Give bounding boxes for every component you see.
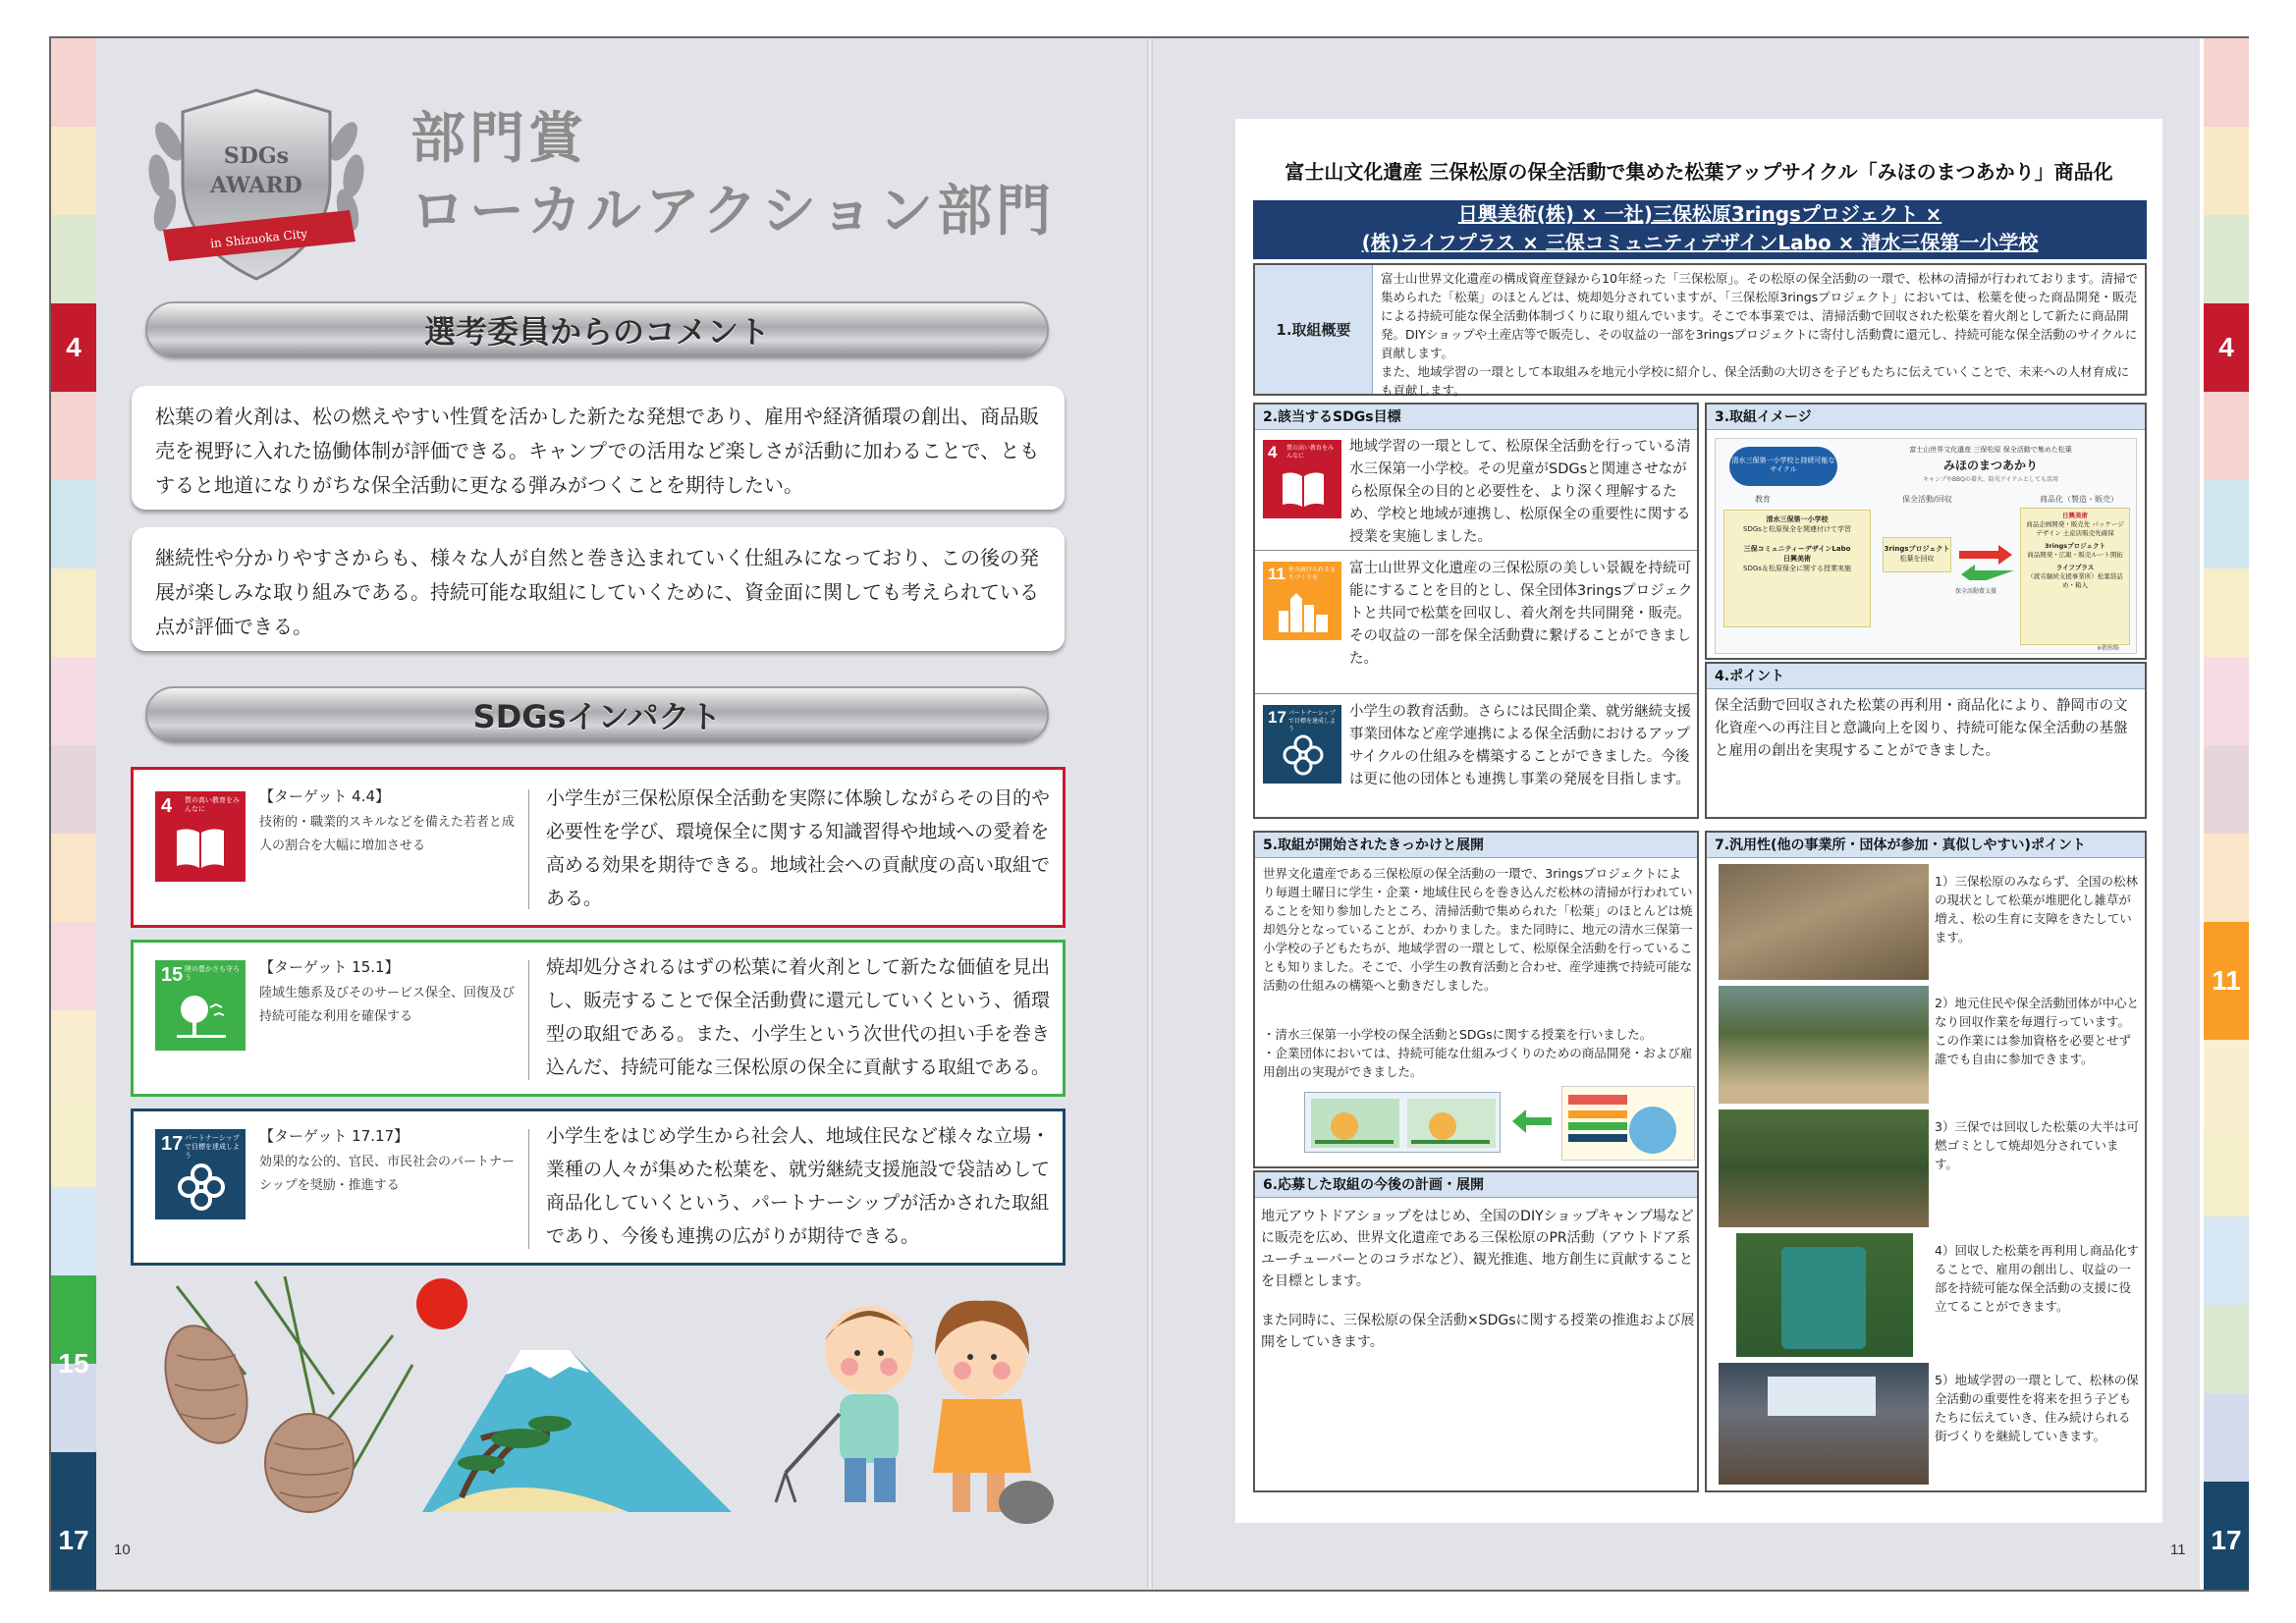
comment-box-2: 継続性や分かりやすさからも、様々な人が自然と巻き込まれていく仕組みになっており、この後の発展が楽しみな取り組みである。持続可能な取組にしていくために、資金面に関しても考えられている点が評価できる。 bbox=[132, 527, 1065, 651]
impact-target-4: 【ターゲット 4.4】 bbox=[259, 787, 391, 805]
orgs-line2: (株)ライフプラス × 三保コミュニティデザインLabo × 清水三保第一小学校 bbox=[1361, 231, 2039, 254]
s5-lesson-slides-image bbox=[1304, 1092, 1501, 1153]
s2-text-17: 小学生の教育活動。さらには民間企業、就労継続支援事業団体など産学連携による保全活動におけるアップサイクルの仕組みを構築することができました。今後は更に他の団体とも連携し事業の発展を目指します。 bbox=[1349, 704, 1691, 787]
s6-text2: また同時に、三保松原の保全活動×SDGsに関する授業の推進および展開をしていきます。 bbox=[1261, 1313, 1695, 1350]
organizations-banner bbox=[1253, 200, 2147, 259]
s4-text: 保全活動で回収された松葉の再利用・商品化により、静岡市の文化資産への再注目と意識向上を図り、持続可能な保全活動の基盤と雇用の創出を実現することができました。 bbox=[1715, 698, 2128, 759]
diagram-box-product: 日興美術 商品企画開発・販売先 パッケージデザイン 土産店販売先確保 3ringsプロジェクト 商品開発・広報・販売ルート開拓 ライフプラス （就労継続支援事業所）松葉袋詰め・箱入 bbox=[2020, 508, 2130, 645]
s5-sdgs-poster-image bbox=[1561, 1086, 1695, 1161]
s5-title: 5.取組が開始されたきっかけと展開 bbox=[1255, 833, 1697, 858]
s7-item-5: 5）地域学習の一環として、松林の保全活動の重要性を将来を担う子どもたちに伝えていき、住み続けられる街づくりを継続していきます。 bbox=[1935, 1373, 2139, 1443]
sdgs-award-badge bbox=[134, 82, 379, 289]
right-tab-11[interactable]: 11 bbox=[2212, 965, 2241, 996]
s2-title: 2.該当するSDGs目標 bbox=[1255, 405, 1697, 430]
s2-text-4: 地域学習の一環として、松原保全活動を行っている清水三保第一小学校。その児童がSDGsと関連させながら松原保全の目的と必要性を、より深く理解するため、学校と地域が連携し、松原保全の重要性に関する授業を実施しました。 bbox=[1349, 439, 1691, 545]
s7-item-4: 4）回収した松葉を再利用し商品化することで、雇用の創出し、収益の一部を持続可能な保全活動の支援に役立てることができます。 bbox=[1935, 1243, 2139, 1314]
s4-title: 4.ポイント bbox=[1707, 664, 2145, 689]
section-versatility bbox=[1705, 831, 2147, 1492]
sdg-goal-17-icon: 17 パートナーシップで目標を達成しよう bbox=[155, 1129, 246, 1219]
s2-goal-11-icon: 11 住み続けられるまちづくりを bbox=[1263, 562, 1341, 640]
diagram-header-left: 清水三保第一小学校と持続可能なサイクル bbox=[1729, 447, 1837, 486]
photo-product-bag bbox=[1736, 1233, 1913, 1357]
impact-text-15: 焼却処分されるはずの松葉に着火剤として新たな価値を見出し、販売することで保全活動費に還元していくという、循環型の取組である。また、小学生という次世代の担い手を巻き込んだ、持続可能な三保松原の保全に貢献する取組である。 bbox=[546, 956, 1051, 1078]
page-fold bbox=[1147, 38, 1153, 1590]
s2-goal-17-icon: 17 パートナーシップで目標を達成しよう bbox=[1263, 705, 1341, 784]
s6-text: 地元アウトドアショップをはじめ、全国のDIYショップキャンプ場などに販売を広め、世界文化遺産である三保松原のPR活動（アウトドア系ユーチューバーとのコラボなど）、観光推進、地方創生に貢献することを目標とします。 bbox=[1261, 1209, 1694, 1289]
s7-title: 7.汎用性(他の事業所・団体が参加・真似しやすい)ポイント bbox=[1707, 833, 2145, 858]
s1-text: 富士山世界文化遺産の構成資産登録から10年経った「三保松原」。その松原の保全活動の一環で、松林の清掃が行われております。清掃で集められた「松葉」のほとんどは、焼却処分されていますが、「三保松原3ringsプロジェクト」においては、松葉を使った商品開発・販売による持続可能な保全活動体制づくりに取り組んでいます。そこで本事業では、清掃活動で回収された松葉を着火剤として新たに商品開発。DIYショップや土産店等で販売し、その収益の一部を3ringsプロジェクトに寄付し活動費に還元し、持続可能な保全活動のサイクルに貢献します。 また、地域学習の一環として本取組みを地元小学校に紹介し、保全活動の大切さを子どもたちに伝えていくことで、未来への人材育成にも貢献します。 bbox=[1381, 271, 2138, 398]
diagram-credit: ※敬称略 bbox=[2097, 645, 2120, 652]
section-overview bbox=[1253, 263, 2147, 396]
s2-goal-4-icon: 4 質の高い教育をみんなに bbox=[1263, 440, 1341, 518]
impact-target-17: 【ターゲット 17.17】 bbox=[259, 1127, 410, 1145]
badge-line2: AWARD bbox=[210, 173, 302, 198]
diagram-sub: キャンプやBBQの着火、防災アイテムとしても活用 bbox=[1922, 476, 2059, 483]
s1-title: 1.取組概要 bbox=[1255, 265, 1373, 394]
s2-text-11: 富士山世界文化遺産の三保松原の美しい景観を持続可能にすることを目的とし、保全団体3ringsプロジェクトと共同で松葉を回収し、着火剤を共同開発・販売。その収益の一部を保全活動費に繋げることができました。 bbox=[1349, 561, 1693, 667]
s3-diagram bbox=[1715, 438, 2137, 654]
page-number-left: 10 bbox=[114, 1542, 131, 1558]
impact-target-text-17: 効果的な公的、官民、市民社会のパートナーシップを奨励・推進する bbox=[259, 1155, 516, 1193]
left-tab-17[interactable]: 17 bbox=[58, 1525, 89, 1555]
right-tab-17[interactable]: 17 bbox=[2211, 1525, 2242, 1555]
s7-item-1: 1）三保松原のみならず、全国の松林の現状として松葉が堆肥化し雑草が増え、松の生育に支障をきたしています。 bbox=[1935, 874, 2138, 945]
sdg-goal-15-icon: 15 陸の豊かさも守ろう bbox=[155, 960, 246, 1051]
photo-volunteers bbox=[1719, 986, 1929, 1104]
s5-arrow-icon bbox=[1512, 1109, 1552, 1133]
photo-classroom-lesson bbox=[1719, 1363, 1929, 1485]
s7-item-2: 2）地元住民や保全活動団体が中心となり回収作業を毎週行っています。この作業には参加資格を必要とせず誰でも自由に参加できます。 bbox=[1935, 996, 2139, 1066]
left-tab-15[interactable]: 15 bbox=[58, 1348, 89, 1379]
badge-ribbon: in Shizuoka City bbox=[209, 226, 308, 251]
badge-line1: SDGs bbox=[223, 143, 290, 169]
diagram-box-education: 清水三保第一小学校 SDGsと松原保全を関連付けて学習 三保コミュニティーデザインLabo 日興美術 SDGs＆松原保全に関する授業実施 bbox=[1723, 510, 1871, 627]
diagram-box-fund: 保全活動費支援 bbox=[1955, 588, 1997, 595]
diagram-header-top: 富士山世界文化遺産 三保松原 保全活動で集めた松葉 bbox=[1909, 446, 2072, 454]
s5-text: 世界文化遺産である三保松原の保全活動の一環で、3ringsプロジェクトにより毎週土曜日に学生・企業・地域住民らを巻き込んだ松林の清掃が行われていることを知り参加したところ、清掃活動で集められた「松葉」のほとんどは焼却処分となっていることが、わかりました。また同時に、地元の清水三保第一小学校の子どもたちが、地域学習の一環として、松原保全活動を行っていることも知りました。そこで、小学生の教育活動と合わせ、産学連携で持続可能な活動の仕組みの構築へと動きだしました。 bbox=[1263, 866, 1693, 993]
s3-title: 3.取組イメージ bbox=[1707, 405, 2145, 430]
impact-text-4: 小学生が三保松原保全活動を実際に体験しながらその目的や必要性を学び、環境保全に関する知識習得や地域への愛着を高める効果を期待できる。地域社会への貢献度の高い取組である。 bbox=[546, 787, 1051, 909]
sdg-goal-4-icon: 4 質の高い教育をみんなに bbox=[155, 791, 246, 882]
diagram-box-collect: 3ringsプロジェクト 松葉を回収 bbox=[1883, 537, 1951, 572]
s6-title: 6.応募した取組の今後の計画・展開 bbox=[1255, 1172, 1697, 1198]
award-title-line2: ローカルアクション部門 bbox=[410, 179, 1056, 243]
impact-target-text-4: 技術的・職業的スキルなどを備えた若者と成人の割合を大幅に増加させる bbox=[259, 815, 515, 853]
section-future-plan bbox=[1253, 1170, 1699, 1492]
section-points bbox=[1705, 662, 2147, 819]
photo-pine-needles bbox=[1719, 864, 1929, 980]
award-title bbox=[410, 102, 1098, 247]
left-tab-4[interactable]: 4 bbox=[66, 332, 82, 362]
orgs-line1: 日興美術(株) × 一社)三保松原3ringsプロジェクト × bbox=[1457, 202, 1942, 226]
diagram-col2: 保全活動/回収 bbox=[1902, 495, 1952, 504]
page-number-right: 11 bbox=[2170, 1542, 2186, 1558]
impact-text-17: 小学生をはじめ学生から社会人、地域住民など様々な立場・業種の人々が集めた松葉を、就労継続支援施設で袋詰めして商品化していくという、パートナーシップが活かされた取組であり、今後も連携の広がりが期待できる。 bbox=[546, 1125, 1051, 1247]
diagram-header-main: みほのまつあかり bbox=[1942, 459, 2038, 472]
impact-heading: SDGsインパクト bbox=[145, 686, 1049, 743]
s7-item-3: 3）三保では回収した松葉の大半は可燃ゴミとして焼却処分されています。 bbox=[1935, 1119, 2139, 1171]
diagram-col3: 商品化（製造・販売） bbox=[2040, 495, 2118, 504]
section-background bbox=[1253, 831, 1699, 1168]
impact-target-15: 【ターゲット 15.1】 bbox=[259, 958, 400, 976]
impact-card-15 bbox=[131, 940, 1066, 1097]
right-tab-4[interactable]: 4 bbox=[2218, 332, 2234, 362]
diagram-col1: 教育 bbox=[1755, 495, 1771, 504]
impact-card-17 bbox=[131, 1109, 1066, 1266]
section-sdgs-goals bbox=[1253, 403, 1699, 819]
comment-box-1: 松葉の着火剤は、松の燃えやすい性質を活かした新たな発想であり、雇用や経済循環の創出、商品販売を視野に入れた協働体制が評価できる。キャンプでの活用など楽しさが活動に加わることで、ともすると地道になりがちな保全活動に更なる弾みがつくことを期待したい。 bbox=[132, 386, 1065, 510]
impact-target-text-15: 陸域生態系及びそのサービス保全、回復及び持続可能な利用を確保する bbox=[259, 986, 516, 1024]
doc-title: 富士山文化遺産 三保松原の保全活動で集めた松葉アップサイクル「みほのまつあかり」商品化 bbox=[1285, 160, 2113, 184]
award-title-line1: 部門賞 bbox=[410, 106, 587, 171]
comment-heading: 選考委員からのコメント bbox=[145, 301, 1049, 358]
illustration-pinecones-fuji-children bbox=[137, 1276, 1061, 1532]
impact-card-4 bbox=[131, 767, 1066, 928]
section-image bbox=[1705, 403, 2147, 660]
photo-forest-group bbox=[1719, 1109, 1929, 1227]
s5-bullets: ・清水三保第一小学校の保全活動とSDGsに関する授業を行いました。 ・企業団体においては、持続可能な仕組みづくりのための商品開発・および雇用創出の実現ができました。 bbox=[1263, 1027, 1693, 1079]
